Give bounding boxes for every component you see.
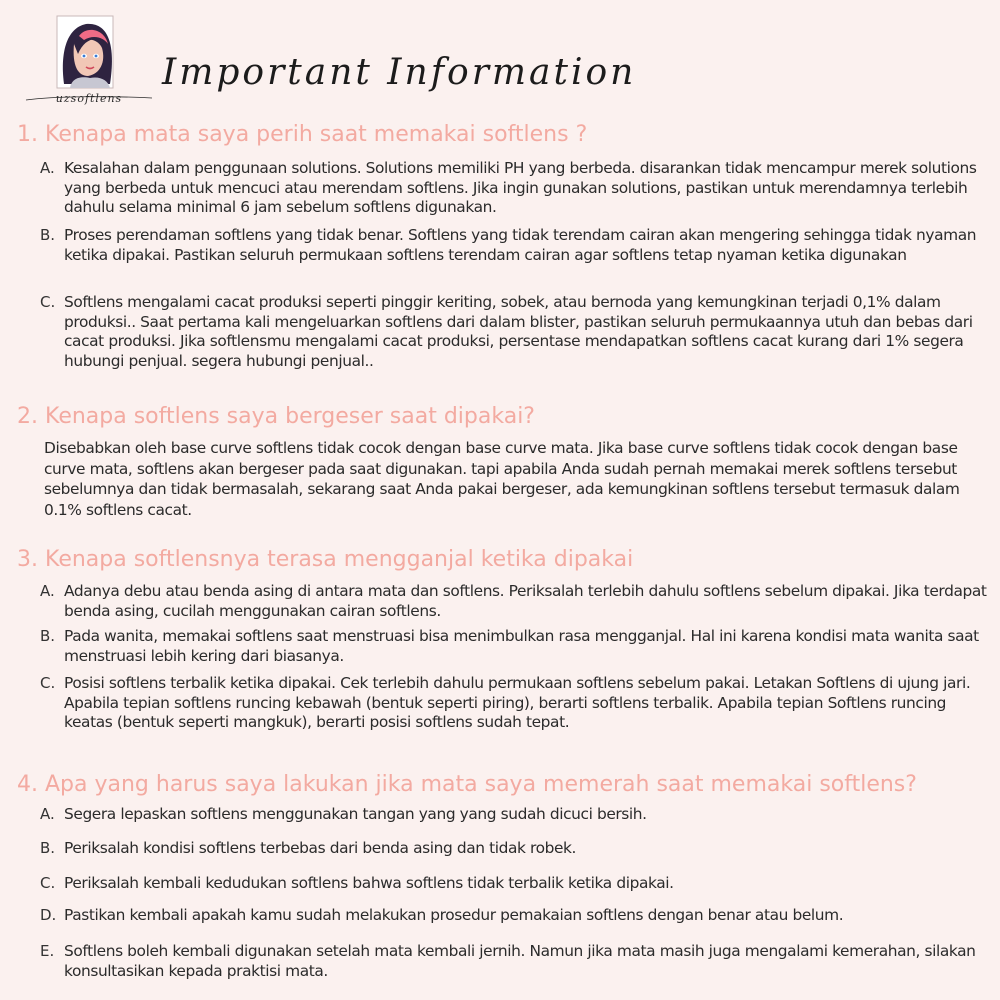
item-text: Softlens mengalami cacat produksi seperti pinggir keriting, sobek, atau bernoda yang kemungkinan terjadi 0,1% dalam produksi.. Saat pertama kali mengeluarkan softlens dari dalam blister, pastikan seluruh permukaannya utuh dan bebas dari cacat produksi. Jika softlensmu mengalami cacat produksi, persentase mendapatkan softlens cacat kurang dari 1% segera hubungi penjual. segera hubungi penjual.. bbox=[64, 293, 973, 370]
item-letter: B. bbox=[40, 226, 56, 244]
item-text: Adanya debu atau benda asing di antara mata dan softlens. Periksalah terlebih dahulu softlens sebelum dipakai. Jika terdapat benda asing, cucilah menggunakan cairan softlens. bbox=[64, 582, 987, 620]
page-title: Important Information bbox=[162, 52, 637, 93]
item-letter: A. bbox=[40, 805, 55, 823]
item-text: Pada wanita, memakai softlens saat menstruasi bisa menimbulkan rasa mengganjal. Hal ini karena kondisi mata wanita saat menstruasi lebih kering dari biasanya. bbox=[64, 627, 979, 665]
item-text: Pastikan kembali apakah kamu sudah melakukan prosedur pemakaian softlens dengan benar atau belum. bbox=[64, 906, 844, 924]
brand-name: uzsoftlens bbox=[55, 92, 123, 105]
item-letter: B. bbox=[40, 627, 56, 645]
item-letter: C. bbox=[40, 674, 56, 692]
item-text: Proses perendaman softlens yang tidak benar. Softlens yang tidak terendam cairan akan mengering sehingga tidak nyaman ketika dipakai. Pastikan seluruh permukaan softlens terendam cairan agar softlens tetap nyaman ketika digunakan bbox=[64, 226, 977, 264]
item-text: Segera lepaskan softlens menggunakan tangan yang yang sudah dicuci bersih. bbox=[64, 805, 647, 823]
item-text: Periksalah kembali kedudukan softlens bahwa softlens tidak terbalik ketika dipakai. bbox=[64, 874, 674, 892]
item-letter: A. bbox=[40, 159, 55, 177]
question-title: 1. Kenapa mata saya perih saat memakai softlens ? bbox=[17, 122, 588, 147]
item-letter: B. bbox=[40, 839, 56, 857]
item-letter: C. bbox=[40, 874, 56, 892]
brand-logo bbox=[24, 14, 154, 114]
answer-paragraph: Disebabkan oleh base curve softlens tidak cocok dengan base curve mata. Jika base curve softlens tidak cocok dengan base curve mata, softlens akan bergeser pada saat digunakan. tapi apabila Anda sudah pernah memakai merek softlens tersebut sebelumnya dan tidak bermasalah, sekarang saat Anda pakai bergeser, ada kemungkinan softlens tersebut termasuk dalam 0.1% softlens cacat. bbox=[44, 439, 960, 519]
item-letter: C. bbox=[40, 293, 56, 311]
question-title: 4. Apa yang harus saya lakukan jika mata saya memerah saat memakai softlens? bbox=[17, 772, 917, 797]
item-text: Periksalah kondisi softlens terbebas dari benda asing dan tidak robek. bbox=[64, 839, 577, 857]
item-text: Softlens boleh kembali digunakan setelah mata kembali jernih. Namun jika mata masih juga mengalami kemerahan, silakan konsultasikan kepada praktisi mata. bbox=[64, 942, 976, 980]
item-letter: E. bbox=[40, 942, 55, 960]
item-text: Posisi softlens terbalik ketika dipakai. Cek terlebih dahulu permukaan softlens sebelum pakai. Letakan Softlens di ujung jari. Apabila tepian softlens runcing kebawah (bentuk seperti piring), berarti softlens terbalik. Apabila tepian Softlens runcing keatas (bentuk seperti mangkuk), berarti posisi softlens sudah tepat. bbox=[64, 674, 971, 731]
question-title: 2. Kenapa softlens saya bergeser saat dipakai? bbox=[17, 404, 535, 429]
question-title: 3. Kenapa softlensnya terasa mengganjal ketika dipakai bbox=[17, 547, 634, 572]
item-letter: A. bbox=[40, 582, 55, 600]
item-text: Kesalahan dalam penggunaan solutions. Solutions memiliki PH yang berbeda. disarankan tidak mencampur merek solutions yang berbeda untuk mencuci atau merendam softlens. Jika ingin gunakan solutions, pastikan untuk merendamnya terlebih dahulu selama minimal 6 jam sebelum softlens digunakan. bbox=[64, 159, 977, 216]
item-letter: D. bbox=[40, 906, 57, 924]
